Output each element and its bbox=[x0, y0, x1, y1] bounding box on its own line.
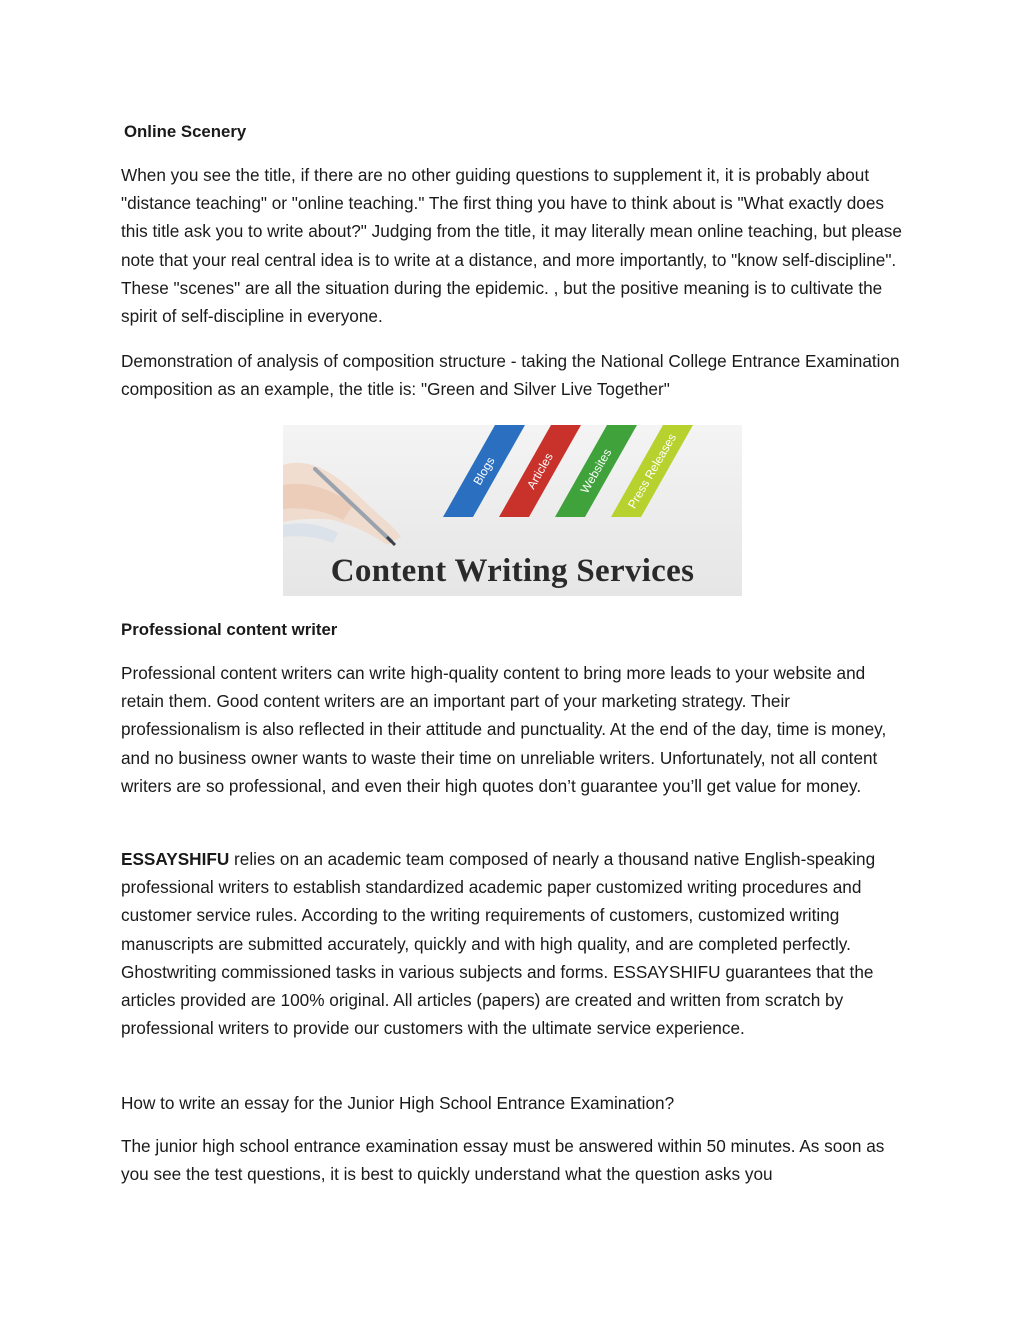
banner-title: Content Writing Services bbox=[330, 553, 695, 589]
stripe-label: Websites bbox=[577, 446, 615, 496]
paragraph-junior-high: The junior high school entrance examination essay must be answered within 50 minutes. As soon as you see the test questions, it is best to quickly understand what the question asks you bbox=[121, 1136, 885, 1185]
paragraph-online-scenery: When you see the title, if there are no other guiding questions to supplement it, it is probably about "distance teaching" or "online teaching." The first thing you have to think about is "What exactly does this title ask you to write about?" Judging from the title, it may literally mean online teaching, but please note that your real central idea is to write at a distance, and more importantly, to "know self-discipline". These "scenes" are all the situation during the epidemic. , but the positive meaning is to cultivate the spirit of self-discipline in everyone. bbox=[121, 165, 902, 327]
heading-online-scenery: Online Scenery bbox=[124, 122, 247, 141]
paragraph-demonstration: Demonstration of analysis of composition structure - taking the National College Entrance Examination composition as an example, the title is: "Green and Silver Live Together" bbox=[121, 351, 900, 400]
stripe-label: Articles bbox=[524, 450, 556, 492]
stripe-label: Press Releases bbox=[624, 431, 680, 511]
paragraph-professional-writers: Professional content writers can write high-quality content to bring more leads to your website and retain them. Good content writers are an important part of your marketing strategy. Their professionalism is also reflected in their attitude and punctuality. At the end of the day, time is money, and no business owner wants to waste their time on unreliable writers. Unfortunately, not all content writers are so professional, and even their high quotes don’t guarantee you’ll get value for money. bbox=[121, 663, 887, 796]
brand-name: ESSAYSHIFU bbox=[121, 849, 230, 869]
hand-with-pen-icon bbox=[283, 463, 401, 545]
paragraph-question: How to write an essay for the Junior High School Entrance Examination? bbox=[121, 1093, 675, 1113]
paragraph-essayshifu-text: relies on an academic team composed of nearly a thousand native English-speaking professional writers to establish standardized academic paper customized writing procedures and customer service rules. According to the writing requirements of customers, customized writing manuscripts are submitted accurately, quickly and with high quality, and are completed perfectly. Ghostwriting commissioned tasks in various subjects and forms. ESSAYSHIFU guarantees that the articles provided are 100% original. All articles (papers) are created and written from scratch by professional writers to provide our customers with the ultimate service experience. bbox=[121, 849, 876, 1039]
content-writing-services-banner bbox=[283, 425, 742, 596]
paragraph-essayshifu bbox=[121, 845, 911, 1042]
heading-professional-content-writer: Professional content writer bbox=[121, 620, 338, 639]
stripe-label: Blogs bbox=[470, 454, 498, 488]
